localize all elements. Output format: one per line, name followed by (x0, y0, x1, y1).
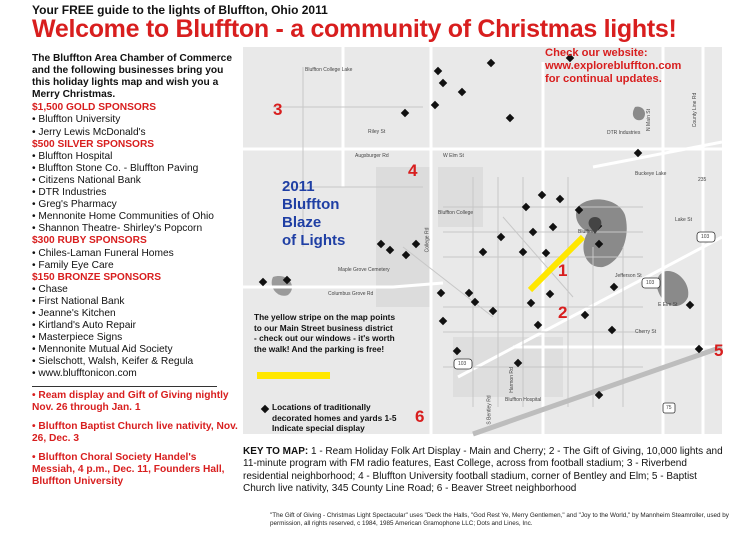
home-marker (401, 109, 409, 117)
blaze-title-line: of Lights (282, 232, 346, 249)
sponsor-item: • Family Eye Care (32, 259, 114, 271)
tier-title: $1,500 GOLD SPONSORS (32, 102, 156, 114)
home-marker (489, 307, 497, 315)
route-103-label: 103 (701, 234, 710, 240)
home-marker (556, 195, 564, 203)
road-label: W Elm St (443, 153, 464, 159)
tier-title: $500 SILVER SPONSORS (32, 138, 155, 150)
sponsor-item: • Sielschott, Walsh, Keifer & Regula (32, 356, 194, 368)
sponsor-tier-gold (32, 102, 242, 138)
divider (32, 386, 217, 387)
home-marker (608, 326, 616, 334)
home-marker (434, 67, 442, 75)
road-label: Augsburger Rd (355, 153, 389, 159)
home-marker (519, 248, 527, 256)
road-label: Buckeye Lake (635, 171, 667, 177)
sponsor-item: • Bluffton Hospital (32, 150, 113, 162)
music-credit: "The Gift of Giving - Christmas Light Spectacular" uses "Deck the Halls, "God Rest Ye, Merry Gentlemen," and "Joy to the World," by Mannheim Steamroller, used by permission, all rights reserved, c 1984, 1985 American Gramophone LLC; Dots and Lines, Inc. (270, 512, 729, 527)
route-103-label: 103 (458, 361, 467, 367)
road-label: Bluffton (578, 229, 595, 235)
home-marker (506, 114, 514, 122)
road-label: E Elm St (658, 302, 678, 308)
blaze-title-line: Blaze (282, 214, 322, 231)
road-label: Cherry St (635, 329, 657, 335)
lake (657, 271, 689, 306)
sponsor-intro: The Bluffton Area Chamber of Commerce and the following businesses bring you this holiday lights map and wish you a Merry Christmas. (32, 53, 233, 101)
home-marker (439, 317, 447, 325)
tier-title: $300 RUBY SPONSORS (32, 235, 147, 247)
blaze-title-line: Bluffton (282, 196, 340, 213)
road-label: Bluffton College Lake (305, 67, 353, 73)
home-marker (487, 59, 495, 67)
road-label: Lake St (675, 217, 692, 223)
road-label: Bluffton Hospital (505, 397, 542, 403)
sponsor-tier-silver (32, 139, 242, 236)
route-75-label: 75 (666, 405, 672, 411)
road-label: Maple Grove Cemetery (338, 267, 390, 273)
pond (633, 107, 645, 121)
home-marker (686, 301, 694, 309)
home-marker (549, 223, 557, 231)
road-label: Harmon Rd (508, 367, 515, 393)
key-text: 1 - Ream Holiday Folk Art Display - Main and Cherry; 2 - The Gift of Giving, 10,000 lights and 11-minute program with FM radio features, East College, across from football stadium; 3 - Riverbend residential neighborhood; 4 - Bluffton University football stadium, corner of Bentley and Elm; 5 - Baptist Church live nativity, 345 County Line Road; 6 - Beaver Street neighborhood (243, 446, 723, 494)
sponsor-item: • Bluffton University (32, 114, 121, 126)
road-label: DTR Industries (607, 130, 641, 136)
sponsor-item: • Jeanne's Kitchen (32, 307, 116, 319)
site-number-2: 2 (558, 303, 568, 322)
home-marker (534, 321, 542, 329)
home-marker (529, 228, 537, 236)
sponsor-tier-bronze (32, 272, 242, 381)
sponsor-item: • First National Bank (32, 295, 125, 307)
road-label: College Rd (424, 227, 431, 253)
blaze-title-line: 2011 (282, 178, 315, 195)
sponsor-item: • Bluffton Stone Co. - Bluffton Paving (32, 162, 199, 174)
site-number-6: 6 (415, 407, 425, 426)
home-marker (458, 88, 466, 96)
home-marker (538, 191, 546, 199)
key-label: KEY TO MAP: (243, 446, 309, 457)
sponsor-item: • Kirtland's Auto Repair (32, 320, 137, 332)
headline: Welcome to Bluffton - a community of Christmas lights! (32, 15, 677, 43)
map-key (243, 446, 723, 495)
sponsor-sidebar (32, 53, 242, 488)
stripe-note: The yellow stripe on the map points to our Main Street business district - check out our windows - it's worth the walk! And the parking is free! (254, 312, 396, 354)
sponsor-item: • Mennonite Mutual Aid Society (32, 344, 173, 356)
tagline: Your FREE guide to the lights of Bluffton, Ohio 2011 (32, 3, 328, 17)
event-item: • Bluffton Choral Society Handel's Messiah, 4 p.m., Dec. 11, Founders Hall, Bluffton University (32, 451, 225, 488)
stripe-swatch (257, 372, 330, 379)
website-callout (545, 47, 681, 86)
event-item: • Bluffton Baptist Church live nativity, Nov. 26, Dec. 3 (32, 420, 238, 444)
road-label: Columbus Grove Rd (328, 291, 374, 297)
locations-note: Locations of traditionally decorated homes and yards 1-5 Indicate special display (272, 402, 397, 434)
site-number-3: 3 (273, 100, 283, 119)
blaze-title (282, 178, 345, 250)
sponsor-item: • DTR Industries (32, 187, 107, 199)
sponsor-item: • Chiles-Laman Funeral Homes (32, 247, 174, 259)
home-marker (259, 278, 267, 286)
sponsor-item: • Shannon Theatre- Shirley's Popcorn (32, 223, 203, 235)
event-item: • Ream display and Gift of Giving nightly Nov. 26 through Jan. 1 (32, 389, 229, 413)
home-marker (437, 289, 445, 297)
website-line: for continual updates. (545, 73, 662, 85)
road-label: Jefferson St (615, 273, 642, 279)
tier-title: $150 BRONZE SPONSORS (32, 271, 162, 283)
road-label: Riley St (368, 129, 386, 135)
website-link[interactable]: www.explorebluffton.com (545, 60, 682, 72)
sponsor-item: • Chase (32, 283, 68, 295)
home-marker (610, 283, 618, 291)
website-line: Check our website: (545, 47, 648, 59)
site-number-1: 1 (558, 261, 568, 280)
route-235-label: 235 (698, 177, 707, 183)
home-marker (546, 290, 554, 298)
sponsor-item: • Citizens National Bank (32, 174, 141, 186)
home-marker (479, 248, 487, 256)
main-street-stripe (530, 237, 583, 290)
home-marker (439, 79, 447, 87)
sponsor-item: • Jerry Lewis McDonald's (32, 126, 146, 138)
sponsor-item: • www.blufftonicon.com (32, 368, 137, 380)
sponsor-item: • Masterpiece Signs (32, 332, 123, 344)
home-marker (527, 299, 535, 307)
road-label: Bluffton College (438, 210, 474, 216)
road-label: S Bentley Rd (486, 395, 493, 425)
sponsor-item: • Greg's Pharmacy (32, 199, 117, 211)
sponsor-item: • Mennonite Home Communities of Ohio (32, 211, 214, 223)
site-number-4: 4 (408, 161, 418, 180)
road-label: N Main St (645, 109, 652, 131)
sponsor-tier-ruby (32, 235, 242, 271)
route-103-label: 103 (646, 280, 655, 286)
road-label: County Line Rd (692, 92, 699, 128)
field-area (438, 167, 483, 227)
site-number-5: 5 (714, 341, 724, 360)
